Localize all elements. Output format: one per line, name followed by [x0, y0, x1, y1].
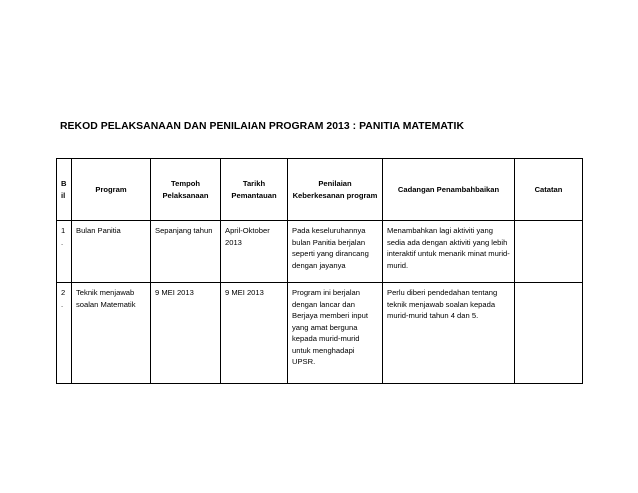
cell-tempoh: 9 MEI 2013: [151, 283, 221, 384]
table-row: [57, 221, 583, 283]
header-tempoh-pelaksanaan: Tempoh Pelaksanaan: [151, 159, 221, 221]
cell-cadangan: Perlu diberi pendedahan tentang teknik menjawab soalan kepada murid-murid tahun 4 dan 5.: [383, 283, 515, 384]
header-catatan: Catatan: [515, 159, 583, 221]
table-row: [57, 283, 583, 384]
cell-penilaian: Program ini berjalan dengan lancar dan Berjaya memberi input yang amat berguna kepada murid-murid untuk menghadapi UPSR.: [288, 283, 383, 384]
table-header-row: [57, 159, 583, 221]
cell-catatan: [515, 221, 583, 283]
cell-tarikh: 9 MEI 2013: [221, 283, 288, 384]
cell-cadangan: Menambahkan lagi aktiviti yang sedia ada dengan aktiviti yang lebih interaktif untuk menarik minat murid-murid.: [383, 221, 515, 283]
cell-tempoh: Sepanjang tahun: [151, 221, 221, 283]
cell-penilaian: Pada keseluruhannya bulan Panitia berjalan seperti yang dirancang dengan jayanya: [288, 221, 383, 283]
header-bil: Bil: [57, 159, 72, 221]
cell-bil: 1.: [57, 221, 72, 283]
page-title: REKOD PELAKSANAAN DAN PENILAIAN PROGRAM 2013 : PANITIA MATEMATIK: [60, 121, 465, 132]
cell-catatan: [515, 283, 583, 384]
header-cadangan-penambahbaikan: Cadangan Penambahbaikan: [383, 159, 515, 221]
header-program: Program: [72, 159, 151, 221]
header-tarikh-pemantauan: Tarikh Pemantauan: [221, 159, 288, 221]
cell-tarikh: April-Oktober 2013: [221, 221, 288, 283]
cell-program: Teknik menjawab soalan Matematik: [72, 283, 151, 384]
header-penilaian-keberkesanan: Penilaian Keberkesanan program: [288, 159, 383, 221]
cell-program: Bulan Panitia: [72, 221, 151, 283]
cell-bil: 2.: [57, 283, 72, 384]
program-record-table: [56, 158, 583, 384]
